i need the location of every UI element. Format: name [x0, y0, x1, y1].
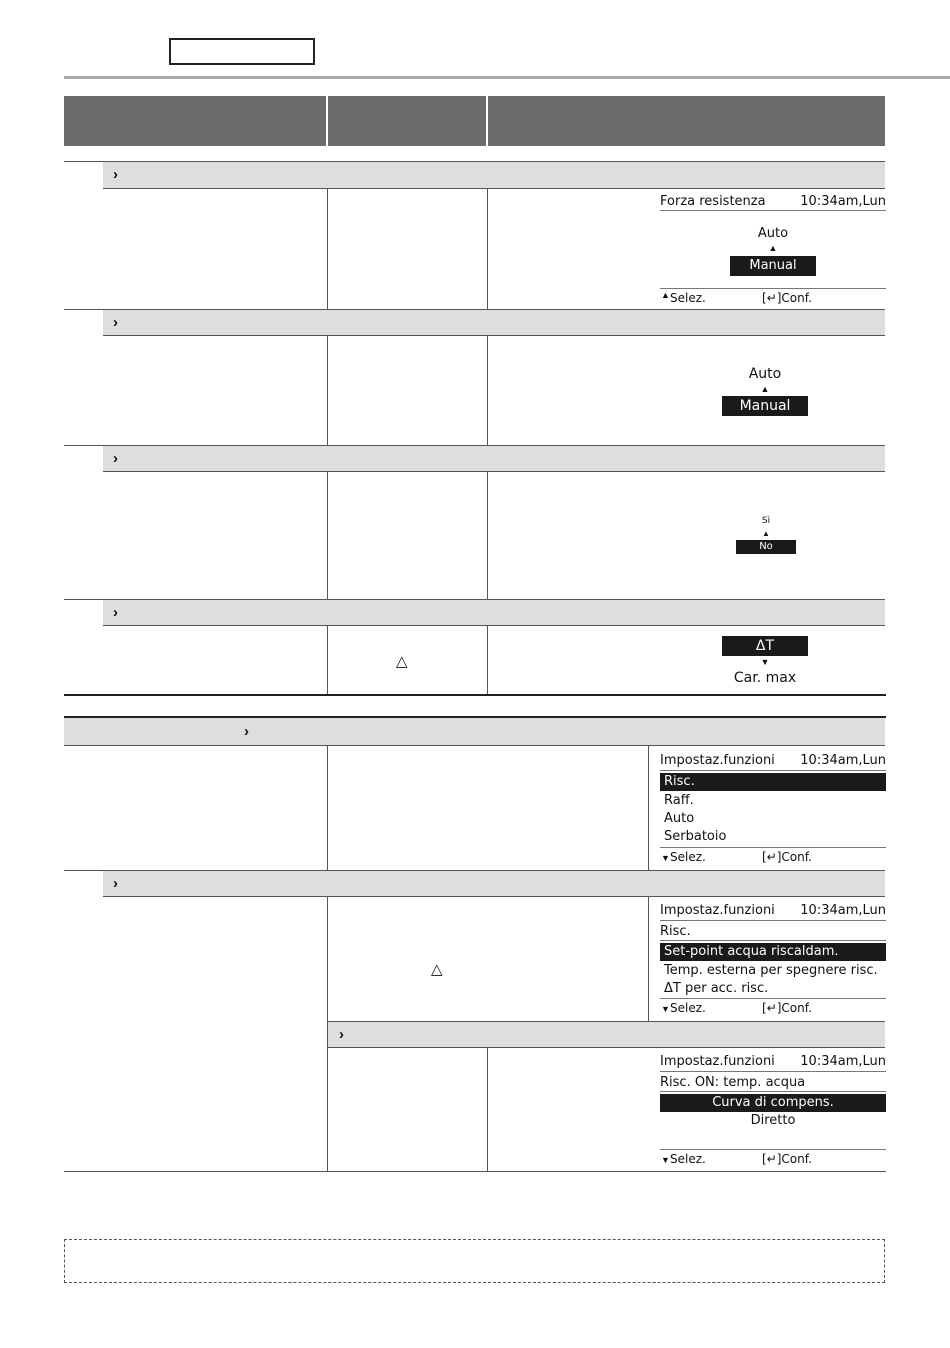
col-divider — [487, 1048, 488, 1172]
menu-item: ΔT per acc. risc. — [664, 981, 769, 996]
footer-confirm: [↵]Conf. — [762, 291, 812, 305]
col-divider — [327, 189, 328, 310]
option-delta-selected: ΔT — [722, 636, 808, 656]
row-divider — [64, 445, 104, 446]
menu-item-selected: Set-point acqua riscaldam. — [660, 943, 886, 961]
col-divider — [648, 746, 649, 871]
lcd-screen-forza — [660, 190, 886, 308]
screen-time: 10:34am,Lun — [800, 753, 886, 768]
screen-rule — [660, 847, 886, 848]
table-header-col-2 — [328, 96, 486, 146]
screen-title: Forza resistenza — [660, 194, 766, 209]
option-diretto: Diretto — [750, 1113, 796, 1128]
note-box — [64, 1239, 885, 1283]
screen-title: Impostaz.funzioni — [660, 1054, 775, 1069]
arrow-up-icon: ▲ — [760, 384, 770, 394]
col-divider — [327, 336, 328, 446]
option-widget-mode — [715, 364, 815, 424]
chevron-right-icon: › — [244, 723, 249, 740]
option-auto: Auto — [748, 366, 782, 382]
section-band-3 — [103, 445, 885, 472]
arrow-down-icon: ▼ — [661, 853, 670, 863]
col-divider — [487, 472, 488, 600]
option-car-max: Car. max — [733, 670, 797, 686]
screen-subtitle: Risc. — [660, 924, 691, 939]
screen-subtitle: Risc. ON: temp. acqua — [660, 1075, 806, 1090]
table-end-rule — [64, 694, 886, 696]
option-widget-yesno — [726, 514, 806, 558]
footer-select: Selez. — [670, 1152, 706, 1166]
row-divider — [64, 599, 104, 600]
arrow-up-icon: ▲ — [768, 243, 778, 253]
menu-item: Temp. esterna per spegnere risc. — [664, 963, 878, 978]
section-band-2 — [103, 309, 885, 336]
arrow-down-icon: ▼ — [760, 657, 770, 667]
arrow-down-icon: ▼ — [661, 1004, 670, 1014]
section-band-5 — [64, 718, 885, 746]
table-end-rule — [64, 1171, 886, 1172]
col-divider — [327, 626, 328, 695]
screen-rule — [660, 920, 886, 921]
row-divider — [64, 161, 104, 162]
option-manual-selected: Manual — [730, 256, 816, 276]
arrow-up-icon: ▲ — [661, 290, 670, 300]
screen-time: 10:34am,Lun — [800, 194, 886, 209]
screen-time: 10:34am,Lun — [800, 1054, 886, 1069]
col-divider — [327, 746, 328, 871]
screen-rule — [660, 210, 886, 211]
chevron-right-icon: › — [113, 450, 118, 467]
section-band-7 — [328, 1021, 885, 1048]
lcd-screen-riscon — [660, 1051, 886, 1171]
row-divider — [64, 870, 104, 871]
footer-confirm: [↵]Conf. — [762, 850, 812, 864]
footer-select: Selez. — [670, 1001, 706, 1015]
lcd-screen-funzioni — [660, 750, 886, 868]
chevron-right-icon: › — [113, 166, 118, 183]
option-auto: Auto — [757, 226, 789, 241]
option-manual-selected: Manual — [722, 396, 808, 416]
row-divider — [64, 309, 104, 310]
screen-rule — [660, 998, 886, 999]
screen-rule — [660, 288, 886, 289]
screen-rule — [660, 1071, 886, 1072]
footer-confirm: [↵]Conf. — [762, 1001, 812, 1015]
lcd-screen-risc — [660, 900, 886, 1020]
col-divider — [487, 626, 488, 695]
menu-item-selected: Risc. — [660, 773, 886, 791]
option-no-selected: No — [736, 540, 796, 554]
screen-title: Impostaz.funzioni — [660, 903, 775, 918]
col-divider — [327, 472, 328, 600]
menu-item: Auto — [664, 811, 695, 826]
screen-time: 10:34am,Lun — [800, 903, 886, 918]
screen-title: Impostaz.funzioni — [660, 753, 775, 768]
screen-rule — [660, 940, 886, 941]
menu-item: Serbatoio — [664, 829, 727, 844]
menu-item: Raff. — [664, 793, 694, 808]
option-widget-delta — [715, 634, 815, 690]
table-header-col-1 — [64, 96, 326, 146]
col-divider — [487, 189, 488, 310]
delta-symbol: △ — [396, 653, 408, 670]
screen-rule — [660, 770, 886, 771]
screen-rule — [660, 1091, 886, 1092]
delta-symbol: △ — [431, 961, 443, 978]
screen-rule — [660, 1149, 886, 1150]
table-header-col-3 — [488, 96, 885, 146]
section-band-1 — [103, 161, 885, 189]
footer-select: Selez. — [670, 291, 706, 305]
col-divider — [648, 897, 649, 1021]
footer-select: Selez. — [670, 850, 706, 864]
option-yes: Sì — [761, 516, 771, 526]
option-curva-selected: Curva di compens. — [660, 1094, 886, 1112]
section-label-box — [169, 38, 315, 65]
arrow-up-icon: ▲ — [762, 529, 770, 538]
arrow-down-icon: ▼ — [661, 1155, 670, 1165]
section-band-6 — [103, 870, 885, 897]
footer-confirm: [↵]Conf. — [762, 1152, 812, 1166]
chevron-right-icon: › — [113, 875, 118, 892]
page-header-rule — [64, 76, 950, 79]
chevron-right-icon: › — [113, 314, 118, 331]
col-divider — [487, 336, 488, 446]
chevron-right-icon: › — [339, 1026, 344, 1043]
section-band-4 — [103, 599, 885, 626]
chevron-right-icon: › — [113, 604, 118, 621]
